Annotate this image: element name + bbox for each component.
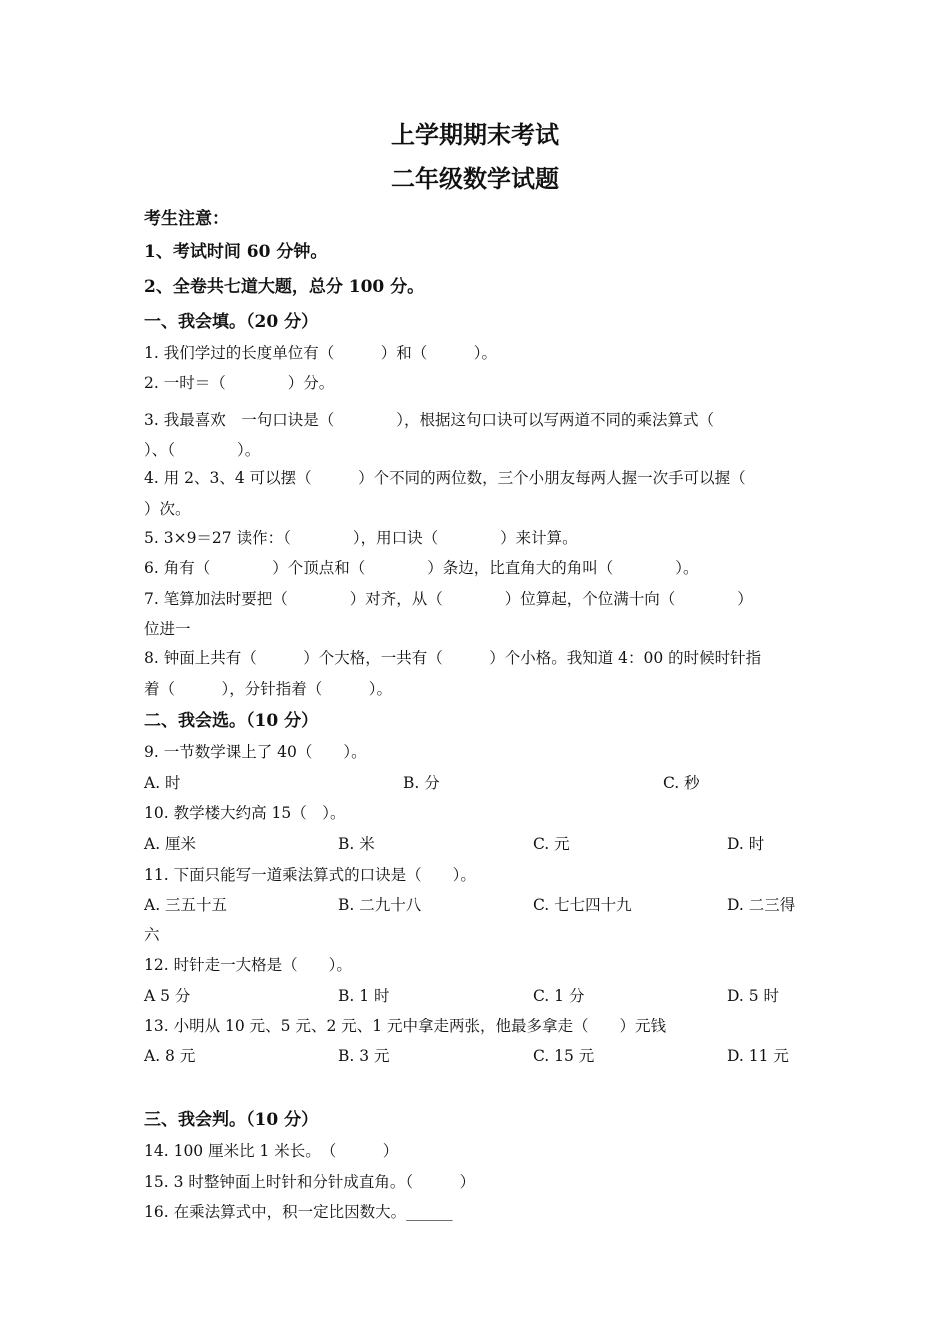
question-4-cont: ）次。 [144,500,191,518]
section-1-heading: 一、我会填。（20 分） [144,312,319,332]
q11-option-d: D. 二三得 [727,896,796,914]
question-7-cont: 位进一 [144,620,191,638]
q13-option-b: B. 3 元 [338,1047,390,1065]
question-11: 11. 下面只能写一道乘法算式的口诀是（ ）。 [144,866,476,884]
question-15: 15. 3 时整钟面上时针和分针成直角。（ ） [144,1173,476,1191]
q12-option-b: B. 1 时 [338,987,390,1005]
question-3: 3. 我最喜欢 一句口诀是（ ），根据这句口诀可以写两道不同的乘法算式（ [144,411,714,429]
q10-option-a: A. 厘米 [144,835,197,853]
question-6: 6. 角有（ ）个顶点和（ ）条边，比直角大的角叫（ ）。 [144,559,699,577]
q9-option-c: C. 秒 [663,774,700,792]
question-7: 7. 笔算加法时要把（ ）对齐，从（ ）位算起，个位满十向（ ） [144,590,753,608]
q11-option-d-wrap: 六 [144,926,160,944]
q13-option-d: D. 11 元 [727,1047,789,1065]
q10-option-c: C. 元 [533,835,570,853]
question-13: 13. 小明从 10 元、5 元、2 元、1 元中拿走两张，他最多拿走（ ）元钱 [144,1017,667,1035]
exam-subtitle: 二年级数学试题 [391,164,559,193]
q10-option-b: B. 米 [338,835,375,853]
question-2: 2. 一时＝（ ）分。 [144,374,335,392]
question-9: 9. 一节数学课上了 40（ ）。 [144,743,367,761]
q12-option-c: C. 1 分 [533,987,585,1005]
section-3-heading: 三、我会判。（10 分） [144,1110,319,1130]
q13-option-c: C. 15 元 [533,1047,595,1065]
question-14: 14. 100 厘米比 1 米长。 （ ） [144,1142,399,1160]
question-8: 8. 钟面上共有（ ）个大格，一共有（ ）个小格。我知道 4：00 的时候时针指 [144,649,762,667]
question-12: 12. 时针走一大格是（ ）。 [144,956,352,974]
q9-option-b: B. 分 [403,774,440,792]
q9-option-a: A. 时 [144,774,181,792]
q11-option-b: B. 二九十八 [338,896,422,914]
section-2-heading: 二、我会选。（10 分） [144,711,319,731]
q10-option-d: D. 时 [727,835,765,853]
notice-item-2: 2、全卷共七道大题，总分 100 分。 [144,277,425,297]
exam-title: 上学期期末考试 [391,120,559,149]
question-3-cont: ）、（ ）。 [144,441,261,459]
question-4: 4. 用 2、3、4 可以摆（ ）个不同的两位数，三个小朋友每两人握一次手可以握（ [144,469,746,487]
q12-option-d: D. 5 时 [727,987,780,1005]
question-5: 5. 3×9＝27 读作：（ ），用口诀（ ）来计算。 [144,529,578,547]
question-16: 16. 在乘法算式中，积一定比因数大。______ [144,1203,453,1221]
notice-heading: 考生注意： [144,209,229,229]
question-8-cont: 着（ ），分针指着（ ）。 [144,680,393,698]
q11-option-a: A. 三五十五 [144,896,228,914]
q11-option-c: C. 七七四十九 [533,896,632,914]
question-10: 10. 教学楼大约高 15（ ）。 [144,804,346,822]
q12-option-a: A 5 分 [144,987,191,1005]
question-1: 1. 我们学过的长度单位有（ ）和（ ）。 [144,344,497,362]
q13-option-a: A. 8 元 [144,1047,196,1065]
notice-item-1: 1、考试时间 60 分钟。 [144,242,328,262]
